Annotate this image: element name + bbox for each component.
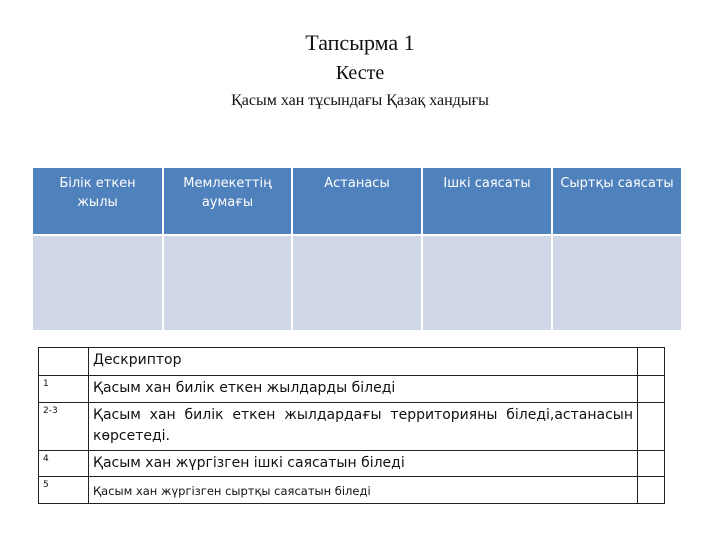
descriptor-row-text: Қасым хан билік еткен жылдардағы территорияны біледі,астанасын көрсетеді. — [89, 403, 638, 451]
descriptor-row — [39, 376, 665, 403]
descriptor-row-number: 4 — [39, 451, 89, 477]
header-domestic-policy: Ішкі саясаты — [422, 168, 552, 235]
descriptor-row — [39, 403, 665, 451]
cell-territory[interactable] — [163, 235, 292, 330]
table-heading: Қасым хан тұсындағы Қазақ хандығы — [231, 92, 489, 109]
descriptor-header-row — [39, 348, 665, 376]
page-subtitle: Кесте — [335, 62, 385, 84]
descriptor-row-text: Қасым хан билік еткен жылдарды біледі — [89, 376, 638, 403]
descriptor-row-number: 1 — [39, 376, 89, 403]
cell-reign-years[interactable] — [33, 235, 163, 330]
descriptor-row-text: Қасым хан жүргізген сыртқы саясатын біледі — [89, 477, 638, 504]
cell-foreign-policy[interactable] — [552, 235, 681, 330]
main-table-header-row — [33, 168, 681, 235]
main-table — [33, 168, 681, 330]
descriptor-row — [39, 451, 665, 477]
descriptor-score-cell[interactable] — [638, 348, 665, 376]
cell-capital[interactable] — [292, 235, 422, 330]
page-title: Тапсырма 1 — [305, 30, 415, 55]
descriptor-row-number: 5 — [39, 477, 89, 504]
header-foreign-policy: Сыртқы саясаты — [552, 168, 681, 235]
descriptor-score-cell[interactable] — [638, 451, 665, 477]
descriptor-score-cell[interactable] — [638, 376, 665, 403]
descriptor-num-header — [39, 348, 89, 376]
header-capital: Астанасы — [292, 168, 422, 235]
descriptor-score-cell[interactable] — [638, 403, 665, 451]
descriptor-row-text: Қасым хан жүргізген ішкі саясатын біледі — [89, 451, 638, 477]
header-reign-years: Білік еткен жылы — [33, 168, 163, 235]
descriptor-score-cell[interactable] — [638, 477, 665, 504]
descriptor-row — [39, 477, 665, 504]
descriptor-table — [38, 347, 665, 504]
header-territory: Мемлекеттің аумағы — [163, 168, 292, 235]
descriptor-header: Дескриптор — [89, 348, 638, 376]
descriptor-row-number: 2-3 — [39, 403, 89, 451]
cell-domestic-policy[interactable] — [422, 235, 552, 330]
main-table-row — [33, 235, 681, 330]
